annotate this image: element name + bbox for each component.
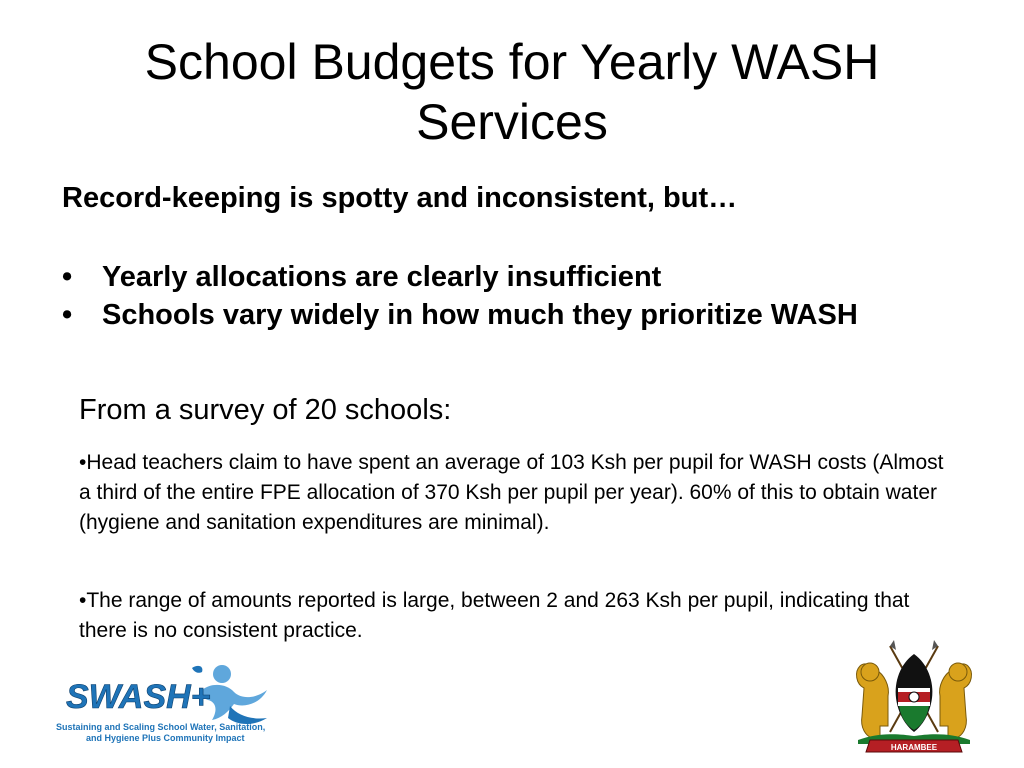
swash-tagline-line2: and Hygiene Plus Community Impact [86, 733, 245, 743]
swash-tagline-line1: Sustaining and Scaling School Water, Sanitation, [56, 722, 266, 732]
slide-title: School Budgets for Yearly WASH Services [144, 34, 880, 150]
bullet-icon: • [62, 299, 73, 331]
right-lion [940, 663, 972, 738]
bullet-text: Schools vary widely in how much they prioritize WASH [102, 299, 858, 331]
bullet-icon: • [62, 261, 73, 293]
survey-heading: From a survey of 20 schools: [79, 394, 452, 426]
bullet-text: Yearly allocations are clearly insufficient [102, 261, 662, 293]
coat-motto: HARAMBEE [890, 743, 938, 752]
swash-splash-logo [52, 660, 297, 750]
kenya-coat-of-arms-icon [850, 636, 978, 754]
left-lion [857, 663, 889, 738]
survey-point: •The range of amounts reported is large, between 2 and 263 Ksh per pupil, indicating that there is no consistent practice. [79, 589, 910, 642]
key-points-list [62, 261, 922, 337]
slide-subtitle: Record-keeping is spotty and inconsistent, but… [62, 182, 738, 214]
list-item [62, 299, 922, 331]
swash-logo-name: SWASH+ [66, 678, 211, 716]
list-item [62, 261, 922, 293]
survey-point: •Head teachers claim to have spent an average of 103 Ksh per pupil for WASH costs (Almost a third of the entire FPE allocation of 370 Ksh per pupil per year). 60% of this to obtain water (hygiene and sanitation expenditures are minimal). [79, 451, 944, 534]
